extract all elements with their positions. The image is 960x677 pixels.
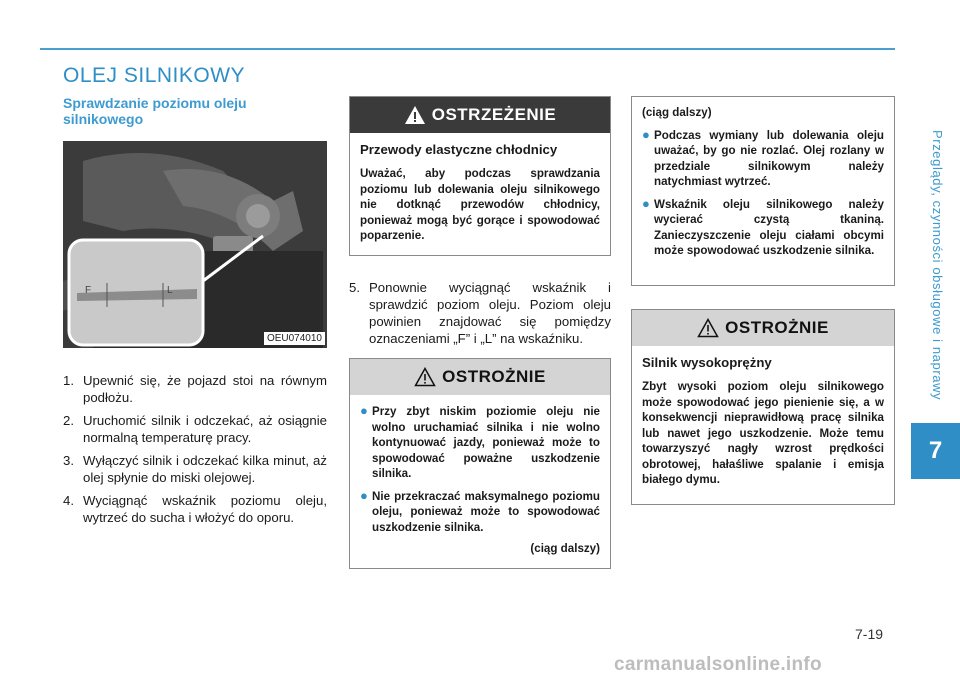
list-item: ● Przy zbyt niskim poziomie oleju nie wolno uruchamiać silnika i nie wolno kontynuować jazdy, ponieważ może to spowodować poważne uszkodzenie silnika. [360,403,600,480]
top-rule [40,48,895,50]
procedure-step-5 [349,279,611,347]
dipstick-mark-l: L [167,285,173,296]
bullet-dot-icon: ● [642,126,650,142]
continued-note: (ciąg dalszy) [530,542,600,555]
warning-triangle-icon [404,105,426,125]
engine-dipstick-photo [63,141,327,348]
warning-triangle-icon [414,367,436,387]
footer-watermark: carmanualsonline.info [614,654,822,675]
list-item: 4. Wyciągnąć wskaźnik poziomu oleju, wytrzeć do sucha i włożyć do oporu. [63,493,327,525]
caution-box-2 [631,309,895,505]
continued-box [631,96,895,286]
procedure-steps [63,372,327,532]
photo-code: OEU074010 [264,332,325,345]
caution-box-1 [349,358,611,569]
bullet-dot-icon: ● [642,195,650,211]
chapter-label: Przeglądy, czynności obsługowe i naprawy [930,130,945,401]
list-item: 3. Wyłączyć silnik i odczekać kilka minut, aż olej spłynie do miski olejowej. [63,453,327,485]
warning-box [349,96,611,256]
warning-triangle-icon [697,318,719,338]
caution-title: Silnik wysokoprężny [642,355,772,370]
list-item: ● Nie przekraczać maksymalnego poziomu oleju, ponieważ może to spowodować uszkodzenie silnika. [360,487,600,534]
list-item: ● Podczas wymiany lub dolewania oleju uważać, by go nie rozlać. Olej rozlany w przedziale silnikowym należy natychmiast wytrzeć. [642,126,884,188]
warning-text: Uważać, aby podczas sprawdzania poziomu lub dolewania oleju silnikowego nie dotknąć przewodów chłodnicy, ponieważ mogą być gorące i spowodować poparzenie. [360,167,600,242]
warning-header: OSTRZEŻENIE [350,97,610,133]
list-item: ● Wskaźnik oleju silnikowego należy wycierać czystą tkaniną. Zanieczyszczenie oleju ciałami obcymi może spowodować uszkodzenie silnika. [642,195,884,257]
caution-text: Zbyt wysoki poziom oleju silnikowego może spowodować jego pienienie się, a w konsekwencji nieprawidłową pracę silnika lub nawet jego uszkodzenie. Może temu towarzyszyć nagły wzrost prędkości obrotowej, hałaśliwe spalanie i emisja białego dymu. [642,380,884,486]
section-title: OLEJ SILNIKOWY [63,64,246,87]
chapter-tab[interactable]: 7 [911,423,960,479]
list-item: 5. Ponownie wyciągnąć wskaźnik i sprawdzić poziom oleju. Poziom oleju powinien znajdować się pomiędzy oznaczeniami „F” i „L” na wskaźniku. [349,280,611,346]
dipstick-mark-f: F [85,285,92,296]
continued-note: (ciąg dalszy) [642,106,712,119]
bullet-dot-icon: ● [360,487,368,503]
caution-header: OSTROŻNIE [632,310,894,346]
list-item: 1. Upewnić się, że pojazd stoi na równym podłożu. [63,373,327,405]
engine-illustration [63,141,327,348]
bullet-dot-icon: ● [360,403,368,418]
page-number: 7-19 [855,626,884,642]
list-item: 2. Uruchomić silnik i odczekać, aż osiągnie normalną temperaturę pracy. [63,413,327,445]
warning-title: Przewody elastyczne chłodnicy [360,142,558,157]
caution-header: OSTROŻNIE [350,359,610,395]
subsection-title: Sprawdzanie poziomu oleju silnikowego [63,95,247,127]
